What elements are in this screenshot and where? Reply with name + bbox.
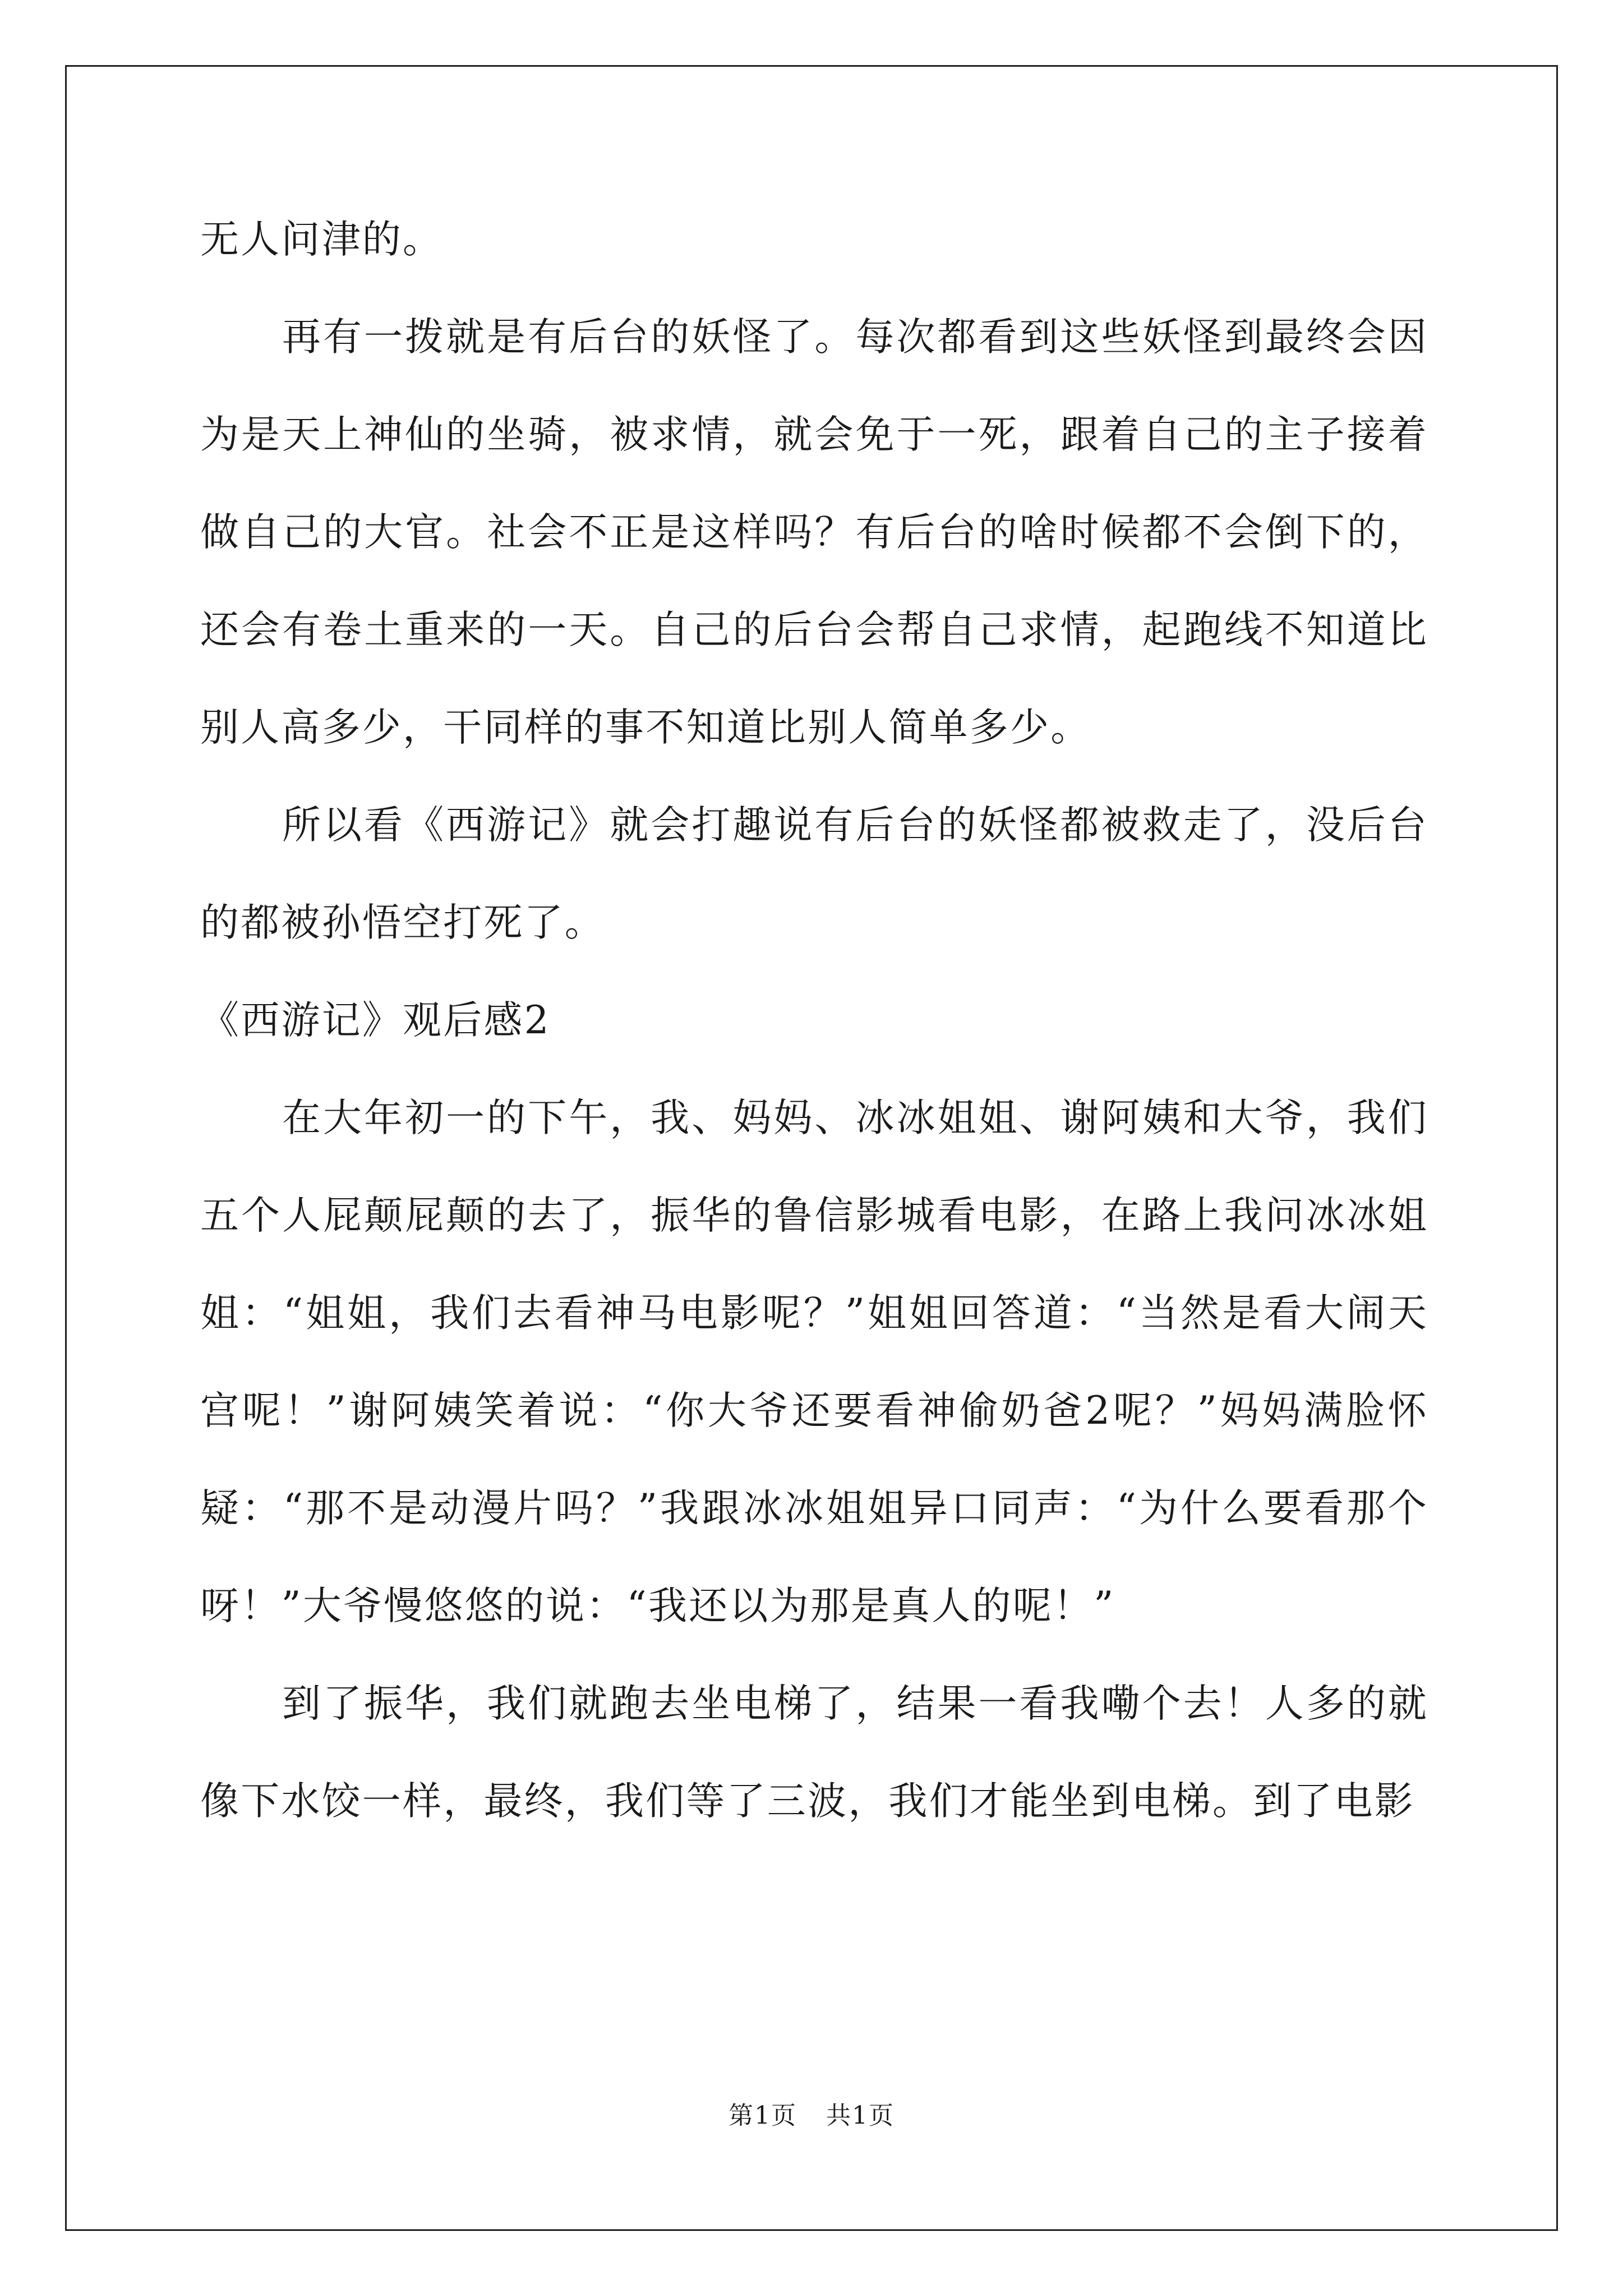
paragraph-continuation: 无人问津的。	[200, 217, 444, 262]
page-number-total: 共1页	[826, 2101, 895, 2130]
paragraph: 到了振华，我们就跑去坐电梯了，结果一看我嘞个去！人多的就像下水饺一样，最终，我们等了三波，我们才能坐到电梯。到了电影	[200, 1681, 1428, 1824]
paragraph: 再有一拨就是有后台的妖怪了。每次都看到这些妖怪到最终会因为是天上神仙的坐骑，被求情，就会免于一死，跟着自己的主子接着做自己的大官。社会不正是这样吗？有后台的啥时候都不会倒下的，还会有卷土重来的一天。自己的后台会帮自己求情，起跑线不知道比别人高多少，干同样的事不知道比别人简单多少。	[200, 315, 1428, 750]
section-heading: 《西游记》观后感2	[200, 998, 551, 1043]
page-footer	[0, 2099, 1623, 2133]
document-body	[200, 191, 1428, 1850]
paragraph: 所以看《西游记》就会打趣说有后台的妖怪都被救走了，没后台的都被孙悟空打死了。	[200, 803, 1428, 945]
paragraph: 在大年初一的下午，我、妈妈、冰冰姐姐、谢阿姨和大爷，我们五个人屁颠屁颠的去了，振华的鲁信影城看电影，在路上我问冰冰姐姐：“姐姐，我们去看神马电影呢？”姐姐回答道：“当然是看大闹天宫呢！”谢阿姨笑着说：“你大爷还要看神偷奶爸2呢？”妈妈满脸怀疑：“那不是动漫片吗？”我跟冰冰姐姐异口同声：“为什么要看那个呀！”大爷慢悠悠的说：“我还以为那是真人的呢！”	[200, 1096, 1428, 1628]
page-number-current: 第1页	[728, 2101, 797, 2130]
